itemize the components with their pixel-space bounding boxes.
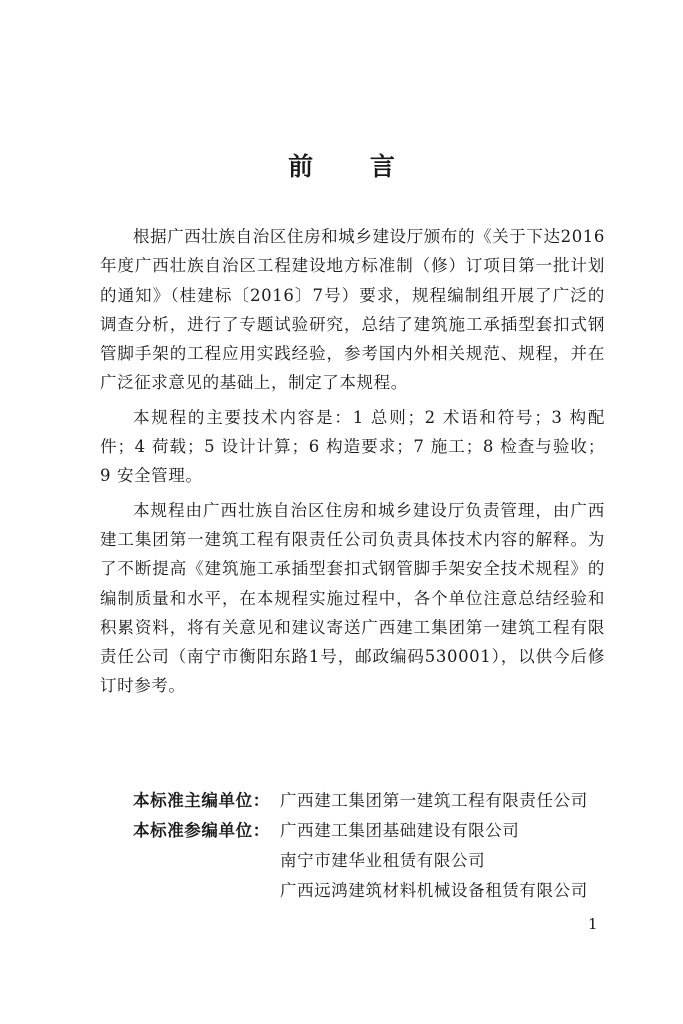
paragraph-management: 本规程由广西壮族自治区住房和城乡建设厅负责管理，由广西建工集团第一建筑工程有限责任公司负责具体技术内容的解释。为了不断提高《建筑施工承插型套扣式钢管脚手架安全技术规程》的编制质量和水平，在本规程实施过程中，各个单位注意总结经验和积累资料，将有关意见和建议寄送广西建工集团第一建筑工程有限责任公司（南宁市衡阳东路1号，邮政编码530001），以供今后修订时参考。	[100, 500, 605, 696]
page-number: 1	[588, 915, 598, 933]
chief-unit-row	[100, 786, 630, 816]
paragraph-background: 根据广西壮族自治区住房和城乡建设厅颁布的《关于下达2016年度广西壮族自治区工程建设地方标准制（修）订项目第一批计划的通知》（桂建标〔2016〕7号）要求，规程编制组开展了广泛的调查分析，进行了专题试验研究，总结了建筑施工承插型套扣式钢管脚手架的工程应用实践经验，参考国内外相关规范、规程，并在广泛征求意见的基础上，制定了本规程。	[100, 227, 605, 393]
chief-unit-label: 本标准主编单位：	[133, 791, 270, 810]
participating-unit-row	[100, 876, 630, 906]
participating-unit-name: 南宁市建华业租赁有限公司	[280, 851, 486, 870]
foreword-body	[100, 222, 605, 706]
participating-unit-name: 广西远鸿建筑材料机械设备租赁有限公司	[280, 881, 588, 900]
participating-unit-row	[100, 846, 630, 876]
page-title: 前 言	[288, 152, 419, 181]
compiling-units	[100, 786, 630, 906]
chief-unit-name: 广西建工集团第一建筑工程有限责任公司	[280, 791, 588, 810]
paragraph-contents: 本规程的主要技术内容是：1 总则；2 术语和符号；3 构配件；4 荷载；5 设计计算；6 构造要求；7 施工；8 检查与验收；9 安全管理。	[100, 407, 605, 486]
participating-unit-row	[100, 816, 630, 846]
participating-unit-name: 广西建工集团基础建设有限公司	[280, 821, 520, 840]
participating-unit-label: 本标准参编单位：	[133, 821, 270, 840]
